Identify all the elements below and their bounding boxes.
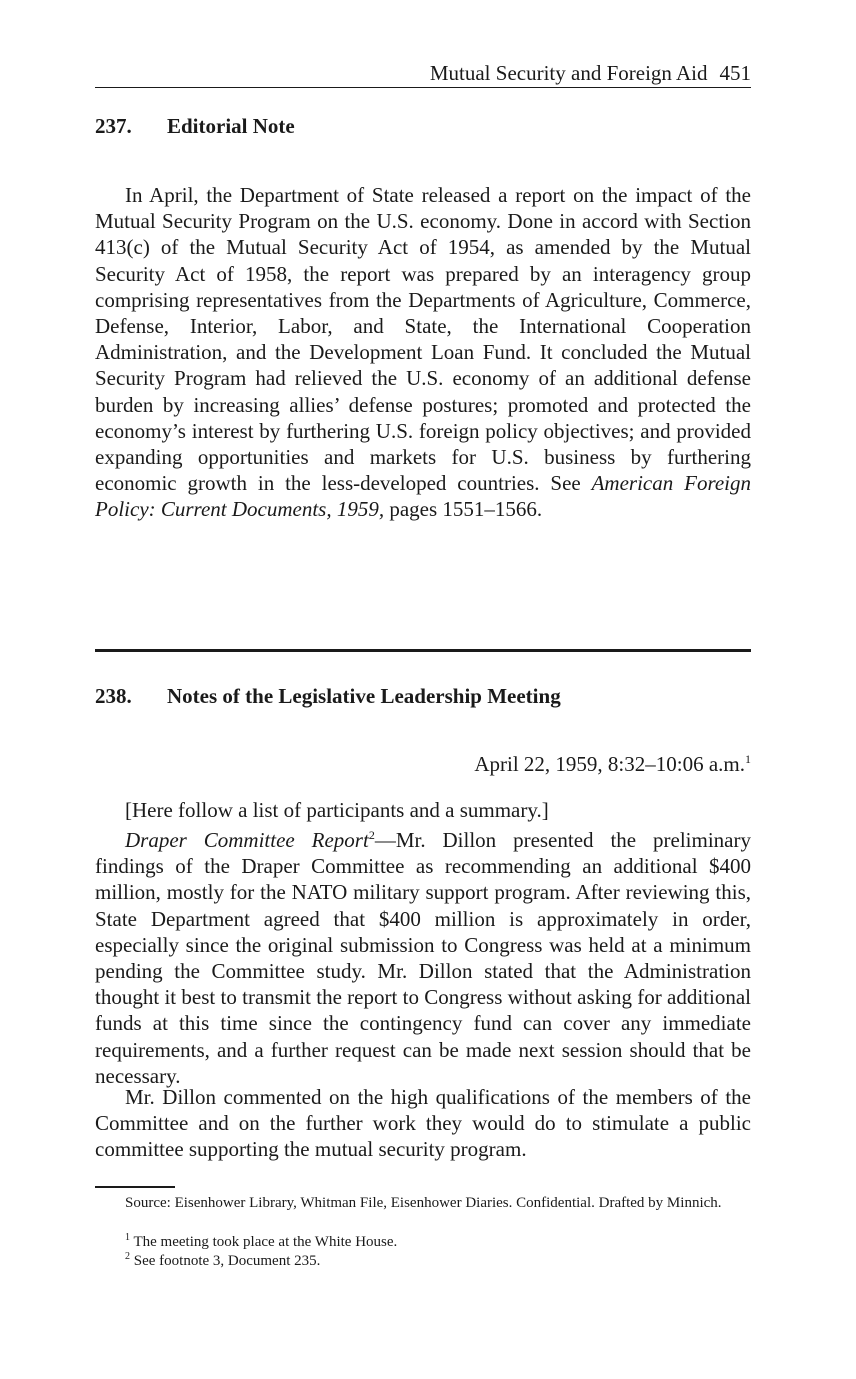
running-head-title: Mutual Security and Foreign Aid bbox=[429, 61, 708, 85]
footnote-2 bbox=[95, 1252, 751, 1271]
dillon-paragraph-text: Mr. Dillon commented on the high qualifications of the members of the Committee and on the further work they would do to stimulate a public committee supporting the mutual security program. bbox=[95, 1085, 751, 1162]
footnote-ref-1: 1 bbox=[745, 752, 751, 766]
page-number: 451 bbox=[719, 61, 751, 85]
draper-report-text: —Mr. Dillon presented the preliminary findings of the Draper Committee as recommending an additional $400 million, mostly for the NATO military support program. After reviewing this, State Department agreed that $400 million is approximately in order, especially since the original submission to Congress was held at a minimum pending the Committee study. Mr. Dillon stated that the Administration thought it best to transmit the report to Congress without asking for additional funds at this time since the contingency fund can cover any immediate requirements, and a further request can be made next session should that be necessary. bbox=[95, 828, 751, 1088]
section-divider bbox=[95, 649, 751, 652]
doc-237-text-end: pages 1551–1566. bbox=[384, 497, 543, 522]
doc-238-paragraph-dillon bbox=[95, 1084, 751, 1163]
doc-237-paragraph bbox=[95, 182, 751, 523]
doc-237-citation: American Foreign Policy: Current Documents, 1959, bbox=[95, 471, 751, 522]
footnote-divider bbox=[95, 1186, 175, 1188]
footnote-1-text: The meeting took place at the White House. bbox=[130, 1234, 398, 1250]
doc-237-number: 237. bbox=[95, 114, 132, 138]
source-note-text: Source: Eisenhower Library, Whitman File, Eisenhower Diaries. Confidential. Drafted by Minnich. bbox=[125, 1195, 722, 1211]
doc-238-heading bbox=[95, 684, 561, 709]
doc-237-text: In April, the Department of State released a report on the impact of the Mutual Security Program on the U.S. economy. Done in accord with Section 413(c) of the Mutual Security Act of 1954, as amended by the Mutual Security Act of 1958, the report was prepared by an interagency group comprising representatives from the Departments of Agriculture, Commerce, Defense, Interior, Labor, and State, the International Cooperation Administration, and the Development Loan Fund. It concluded the Mutual Security Program had relieved the U.S. economy of an additional defense burden by increasing allies’ defense postures; promoted and protected the economy’s interest by furthering U.S. foreign policy objectives; and provided expanding opportunities and markets for U.S. business by furthering economic growth in the less-developed countries. See bbox=[95, 183, 751, 496]
footnote-1 bbox=[95, 1233, 751, 1252]
doc-237-heading bbox=[95, 114, 295, 139]
meeting-dateline bbox=[474, 752, 751, 777]
footnote-ref-2: 2 bbox=[368, 828, 375, 842]
bracket-note-text: [Here follow a list of participants and a summary.] bbox=[125, 798, 549, 822]
doc-238-number: 238. bbox=[95, 684, 132, 708]
footnote-1-mark: 1 bbox=[125, 1232, 130, 1243]
doc-238-title: Notes of the Legislative Leadership Meeting bbox=[167, 684, 561, 708]
dateline-text: April 22, 1959, 8:32–10:06 a.m. bbox=[474, 752, 745, 776]
footnote-2-text: See footnote 3, Document 235. bbox=[130, 1253, 321, 1269]
doc-238-paragraph-draper bbox=[95, 827, 751, 1089]
doc-237-title: Editorial Note bbox=[167, 114, 295, 138]
draper-report-lead: Draper Committee Report bbox=[125, 828, 369, 852]
footnote-source bbox=[95, 1194, 751, 1213]
running-head bbox=[95, 60, 751, 88]
footnote-2-mark: 2 bbox=[125, 1251, 130, 1262]
doc-238-bracket-note bbox=[95, 797, 751, 823]
